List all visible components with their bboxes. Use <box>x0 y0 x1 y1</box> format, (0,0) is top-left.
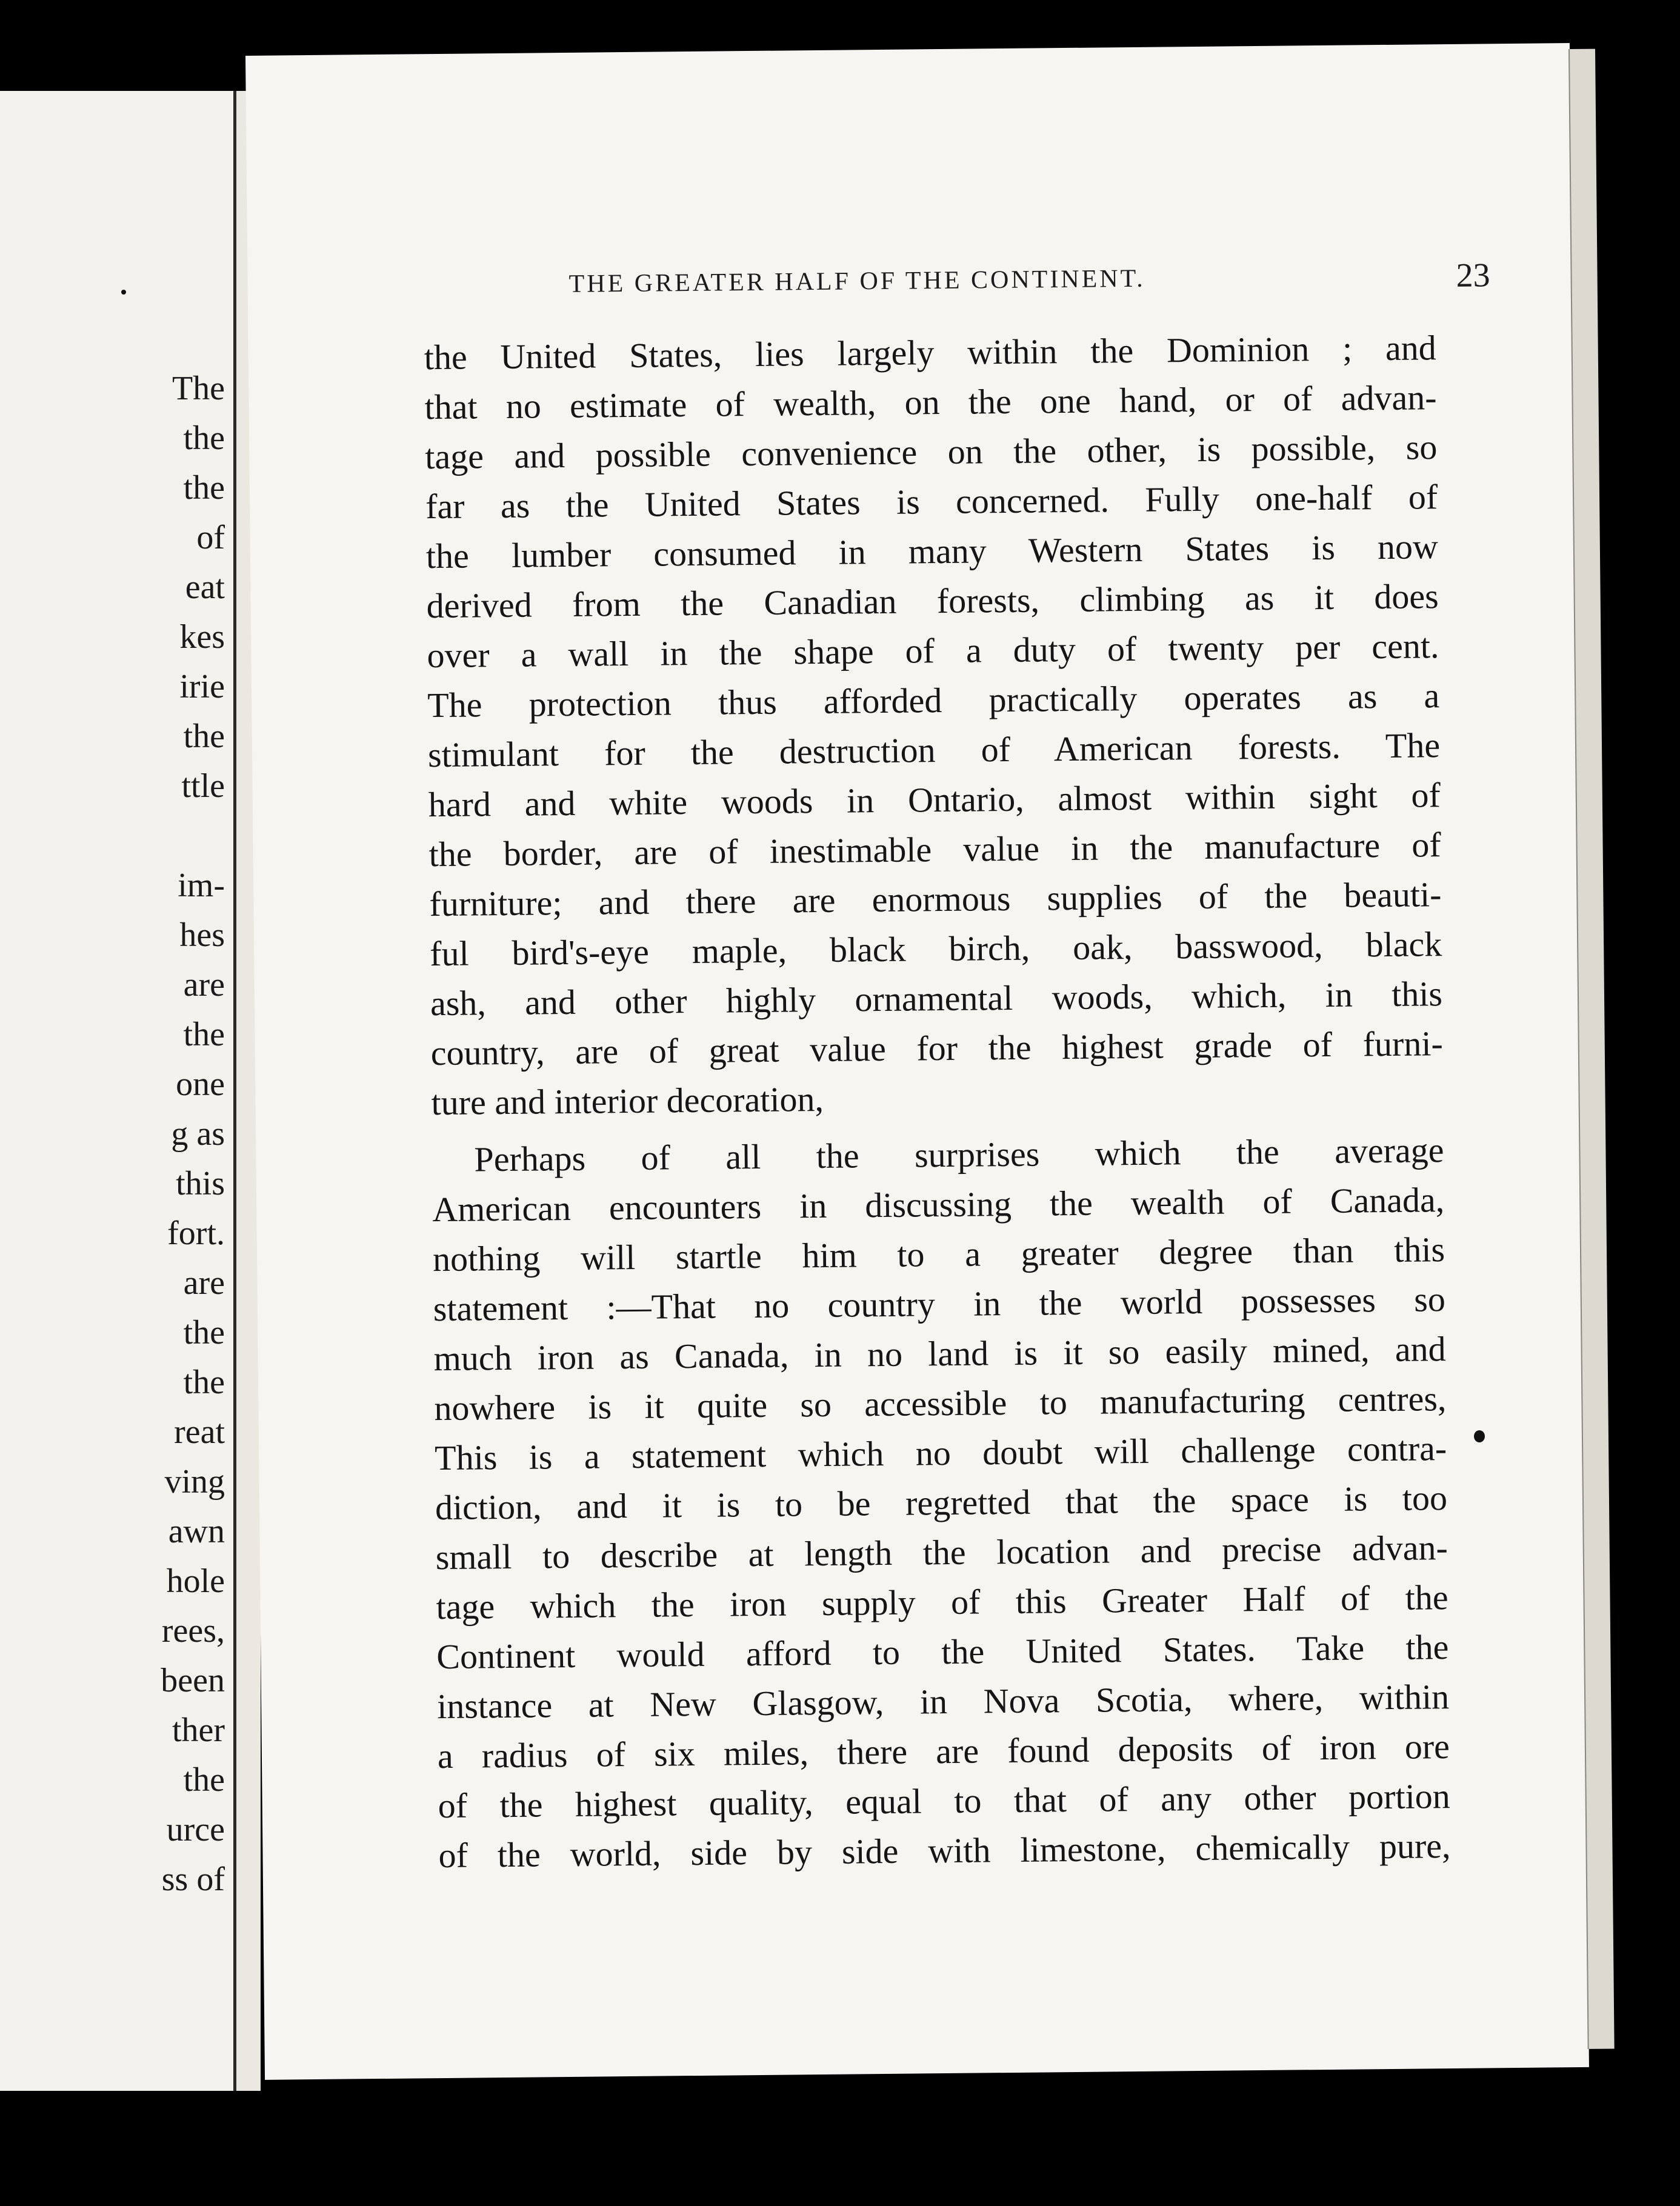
fragment: g as <box>171 1115 225 1153</box>
text-line: This is a statement which no doubt will challenge contra- <box>434 1428 1447 1478</box>
fragment: awn <box>168 1513 225 1550</box>
text-line: tage which the iron supply of this Greater Half of the <box>436 1578 1448 1627</box>
fragment: ss of <box>161 1861 225 1898</box>
text-line: The protection thus afforded practically operates as a <box>427 676 1440 725</box>
fragment: are <box>183 1264 225 1302</box>
text-line: of the highest quality, equal to that of any other portion <box>438 1776 1450 1826</box>
fragment: are <box>183 966 225 1004</box>
left-page <box>0 91 233 2091</box>
fragment: the <box>183 1314 225 1351</box>
text-line: furniture; and there are enormous supplies of the beauti- <box>429 875 1442 924</box>
fragment: ttle <box>181 767 225 805</box>
text-line: Perhaps of all the surprises which the average <box>474 1130 1444 1179</box>
fragment: this <box>176 1165 225 1202</box>
fragment: the <box>183 1364 225 1401</box>
text-line: ful bird's-eye maple, black birch, oak, basswood, black <box>429 924 1442 974</box>
fragment: hole <box>166 1562 225 1600</box>
fragment: rees, <box>161 1612 225 1650</box>
paragraph <box>424 323 1444 1128</box>
fragment: irie <box>179 668 225 705</box>
fragment: urce <box>166 1811 225 1848</box>
text-line: nowhere is it quite so accessible to manufacturing centres, <box>434 1379 1447 1428</box>
text-line: that no estimate of wealth, on the one hand, or of advan- <box>424 378 1437 427</box>
text-line: instance at New Glasgow, in Nova Scotia, where, within <box>436 1677 1450 1727</box>
fragment <box>161 811 225 861</box>
text-line: tage and possible convenience on the other, is possible, so <box>425 427 1438 477</box>
text-line: far as the United States is concerned. Fully one-half of <box>425 477 1438 527</box>
text-line: ture and interior decoration, <box>431 1079 824 1123</box>
text-line: much iron as Canada, in no land is it so easily mined, and <box>433 1329 1446 1379</box>
text-line: of the world, side by side with limestone, chemically pure, <box>438 1826 1451 1876</box>
text-line: the United States, lies largely within the Dominion ; and <box>424 328 1437 378</box>
running-head-title: THE GREATER HALF OF THE CONTINENT. <box>568 264 1145 298</box>
text-line: ash, and other highly ornamental woods, which, in this <box>430 974 1443 1024</box>
fragment: of <box>196 519 225 556</box>
text-line: diction, and it is to be regretted that the space is too <box>435 1478 1448 1528</box>
fragment: the <box>183 1761 225 1799</box>
fragment: The <box>172 370 225 407</box>
fragment: the <box>183 1016 225 1053</box>
fragment: ther <box>172 1711 225 1749</box>
page-number: 23 <box>1456 256 1490 295</box>
running-head <box>568 256 1490 299</box>
fragment: im- <box>178 867 225 904</box>
text-line: derived from the Canadian forests, climbing as it does <box>426 576 1439 626</box>
right-page <box>245 43 1589 2080</box>
fragment: kes <box>179 618 225 656</box>
text-line: a radius of six miles, there are found deposits of iron ore <box>437 1727 1450 1776</box>
left-page-text-fragments <box>161 364 225 1904</box>
text-line: over a wall in the shape of a duty of twenty per cent. <box>427 626 1439 676</box>
fragment: eat <box>185 568 225 606</box>
fragment: the <box>183 469 225 507</box>
ink-speck <box>121 290 126 295</box>
fragment: the <box>183 718 225 755</box>
text-line: hard and white woods in Ontario, almost within sight of <box>428 775 1441 825</box>
body-text <box>424 323 1451 1888</box>
text-line: the lumber consumed in many Western States is now <box>425 527 1439 576</box>
fragment: reat <box>174 1413 225 1451</box>
text-line: nothing will startle him to a greater degree than this <box>432 1230 1445 1279</box>
text-line: country, are of great value for the highest grade of furni- <box>430 1024 1444 1073</box>
text-line: American encounters in discussing the wealth of Canada, <box>432 1180 1445 1230</box>
paragraph <box>432 1125 1451 1881</box>
text-line: the border, are of inestimable value in the manufacture of <box>428 825 1441 875</box>
fragment: the <box>183 419 225 457</box>
text-line: statement :—That no country in the world possesses so <box>433 1279 1446 1329</box>
fragment: ving <box>164 1463 225 1501</box>
fragment: fort. <box>167 1215 225 1252</box>
fragment: been <box>161 1662 225 1699</box>
text-line: stimulant for the destruction of American forests. The <box>427 725 1441 775</box>
fragment: hes <box>179 916 225 954</box>
page-edges <box>1568 49 1615 2049</box>
ink-speck <box>1474 1430 1485 1442</box>
text-line: Continent would afford to the United States. Take the <box>436 1627 1449 1677</box>
text-line: small to describe at length the location and precise advan- <box>435 1528 1448 1578</box>
fragment: one <box>176 1065 225 1103</box>
